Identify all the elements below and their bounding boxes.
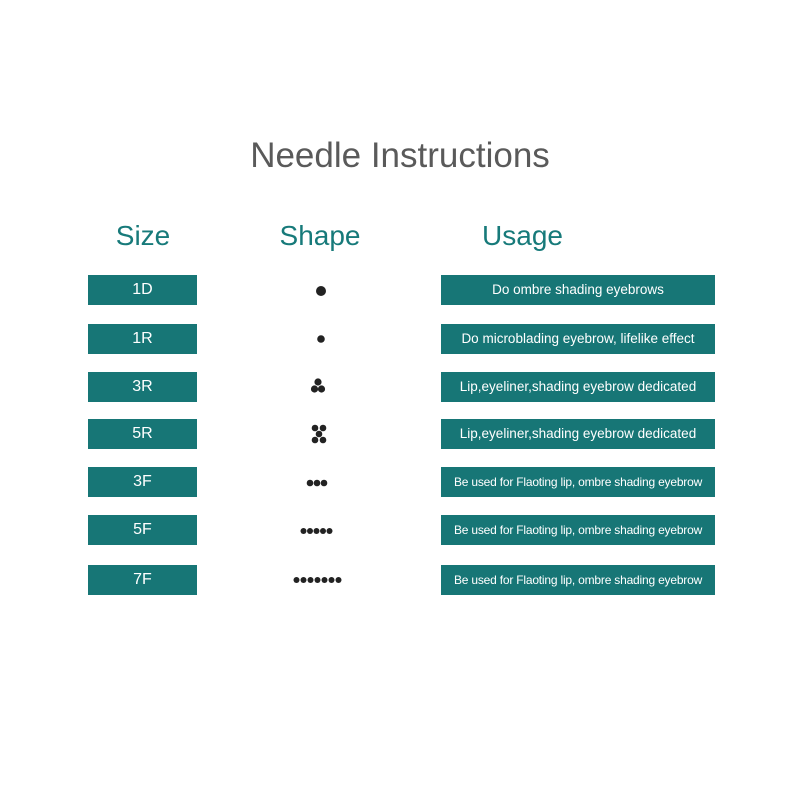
size-cell: 5R: [88, 419, 197, 449]
size-cell: 7F: [88, 565, 197, 595]
three-flat-row-icon: [280, 467, 360, 497]
size-cell: 3F: [88, 467, 197, 497]
usage-cell: Lip,eyeliner,shading eyebrow dedicated: [441, 372, 715, 402]
size-cell: 1D: [88, 275, 197, 305]
usage-cell: Be used for Flaoting lip, ombre shading eyebrow: [441, 565, 715, 595]
table-row: [0, 419, 800, 449]
five-round-cluster-icon: [280, 419, 360, 449]
table-row: [0, 324, 800, 354]
size-cell: 5F: [88, 515, 197, 545]
five-flat-row-icon: [280, 515, 360, 545]
usage-cell: Do microblading eyebrow, lifelike effect: [441, 324, 715, 354]
size-cell: 1R: [88, 324, 197, 354]
column-header-size: Size: [115, 220, 171, 251]
three-round-cluster-icon: [280, 372, 360, 402]
usage-cell: Do ombre shading eyebrows: [441, 275, 715, 305]
table-row: [0, 467, 800, 497]
size-cell: 3R: [88, 372, 197, 402]
table-row: [0, 275, 800, 305]
usage-cell: Lip,eyeliner,shading eyebrow dedicated: [441, 419, 715, 449]
table-row: [0, 565, 800, 595]
usage-cell: Be used for Flaoting lip, ombre shading eyebrow: [441, 515, 715, 545]
table-row: [0, 515, 800, 545]
seven-flat-row-icon: [280, 565, 360, 595]
table-row: [0, 372, 800, 402]
page-title: Needle Instructions: [250, 136, 550, 175]
column-header-shape: Shape: [279, 220, 361, 251]
one-large-dot-icon: [280, 275, 360, 305]
usage-cell: Be used for Flaoting lip, ombre shading eyebrow: [441, 467, 715, 497]
column-header-usage: Usage: [482, 220, 563, 251]
one-small-dot-icon: [280, 324, 360, 354]
